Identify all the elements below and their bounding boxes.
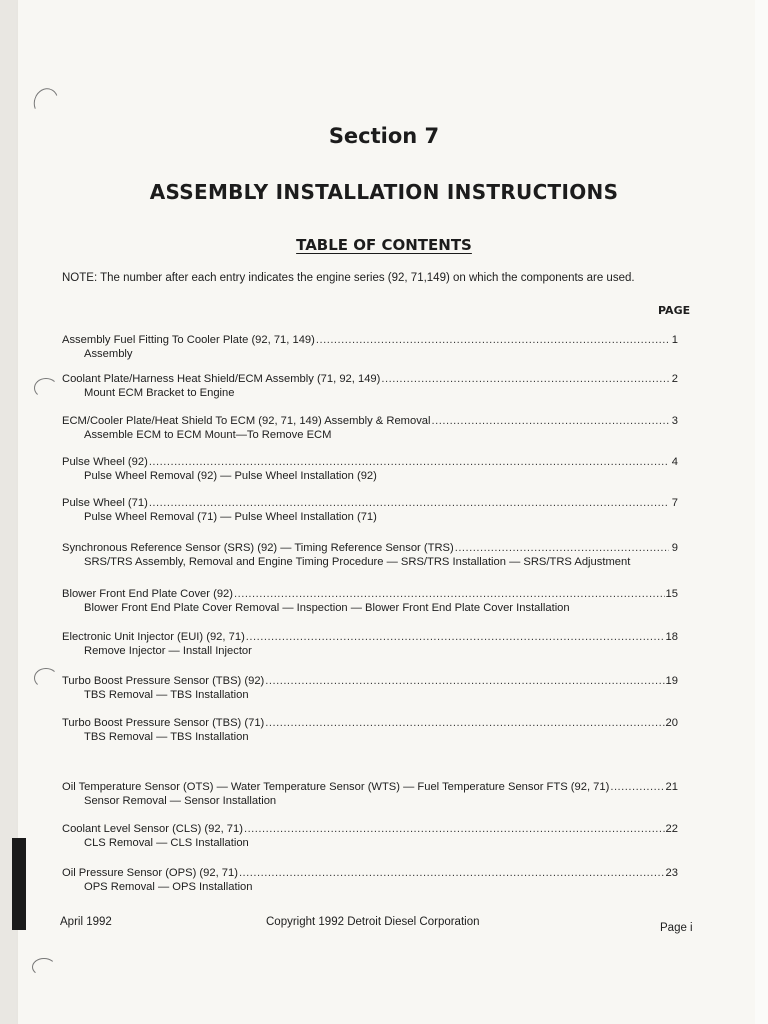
- leader-dots: [239, 866, 665, 880]
- toc-entry: [62, 780, 678, 808]
- toc-entry-title: Blower Front End Plate Cover (92): [62, 588, 233, 600]
- leader-dots: [432, 414, 669, 428]
- toc-entry: [62, 333, 678, 361]
- toc-entry-subtitle: SRS/TRS Assembly, Removal and Engine Timing Procedure — SRS/TRS Installation — SRS/TRS Adjustment: [84, 556, 631, 568]
- page-column-label: PAGE: [658, 304, 691, 317]
- toc-entry-page: 4: [671, 456, 678, 468]
- toc-entry: [62, 822, 678, 850]
- toc-entry-page: 3: [671, 415, 678, 427]
- leader-dots: [234, 587, 665, 601]
- toc-entry-page: 23: [665, 867, 678, 879]
- toc-entry-subtitle: Pulse Wheel Removal (92) — Pulse Wheel Installation (92): [84, 470, 377, 482]
- toc-entry: [62, 455, 678, 483]
- toc-entry: [62, 587, 678, 615]
- toc-entry-subtitle: Blower Front End Plate Cover Removal — Inspection — Blower Front End Plate Cover Installation: [84, 602, 570, 614]
- footer-date: April 1992: [60, 916, 112, 928]
- toc-entry: [62, 541, 678, 569]
- toc-entry-subtitle: Sensor Removal — Sensor Installation: [84, 795, 277, 807]
- leader-dots: [244, 822, 665, 836]
- toc-entry-title: Pulse Wheel (92): [62, 456, 148, 468]
- toc-entry-page: 1: [671, 334, 678, 346]
- toc-entry-subtitle: Mount ECM Bracket to Engine: [84, 387, 235, 399]
- footer-page-number: Page i: [660, 922, 693, 934]
- toc-entry-title: Electronic Unit Injector (EUI) (92, 71): [62, 631, 245, 643]
- punch-hole-mark: [32, 958, 56, 976]
- toc-entry-title: ECM/Cooler Plate/Heat Shield To ECM (92, 71, 149) Assembly & Removal: [62, 415, 431, 427]
- toc-entry-page: 9: [671, 542, 678, 554]
- toc-entry-subtitle: Assembly: [84, 348, 133, 360]
- toc-entry-page: 7: [671, 497, 678, 509]
- leader-dots: [149, 455, 669, 469]
- toc-entry-subtitle: TBS Removal — TBS Installation: [84, 689, 249, 701]
- toc-entry-title: Coolant Plate/Harness Heat Shield/ECM Assembly (71, 92, 149): [62, 373, 381, 385]
- toc-entry-subtitle: Pulse Wheel Removal (71) — Pulse Wheel Installation (71): [84, 511, 377, 523]
- toc-entry-title: Turbo Boost Pressure Sensor (TBS) (71): [62, 717, 265, 729]
- section-title: Section 7: [328, 124, 440, 148]
- document-title: ASSEMBLY INSTALLATION INSTRUCTIONS: [149, 180, 619, 204]
- leader-dots: [455, 541, 669, 555]
- punch-hole-mark: [34, 378, 58, 398]
- toc-entry-page: 18: [665, 631, 678, 643]
- leader-dots: [265, 674, 664, 688]
- note-text: NOTE: The number after each entry indicates the engine series (92, 71,149) on which the components are used.: [62, 272, 635, 284]
- toc-entry-page: 19: [665, 675, 678, 687]
- toc-entry: [62, 630, 678, 658]
- toc-entry-page: 20: [665, 717, 678, 729]
- toc-entry: [62, 674, 678, 702]
- toc-entry-title: Oil Temperature Sensor (OTS) — Water Temperature Sensor (WTS) — Fuel Temperature Sensor FTS (92, 71): [62, 781, 610, 793]
- toc-entry-title: Turbo Boost Pressure Sensor (TBS) (92): [62, 675, 265, 687]
- toc-entry-subtitle: Remove Injector — Install Injector: [84, 645, 252, 657]
- toc-entry: [62, 866, 678, 894]
- toc-entry-subtitle: CLS Removal — CLS Installation: [84, 837, 249, 849]
- toc-heading: TABLE OF CONTENTS: [296, 236, 472, 254]
- leader-dots: [149, 496, 669, 510]
- toc-entry: [62, 414, 678, 442]
- toc-entry-title: Oil Pressure Sensor (OPS) (92, 71): [62, 867, 238, 879]
- toc-entry-page: 15: [665, 588, 678, 600]
- punch-hole-mark: [34, 668, 58, 688]
- binding-tape: [12, 838, 26, 930]
- page-edge: [755, 0, 768, 1024]
- toc-entry-title: Pulse Wheel (71): [62, 497, 148, 509]
- footer-copyright: Copyright 1992 Detroit Diesel Corporation: [266, 916, 480, 928]
- toc-entry: [62, 716, 678, 744]
- toc-entry: [62, 496, 678, 524]
- leader-dots: [610, 780, 664, 794]
- toc-entry-page: 22: [665, 823, 678, 835]
- leader-dots: [246, 630, 665, 644]
- toc-entry-title: Assembly Fuel Fitting To Cooler Plate (92, 71, 149): [62, 334, 315, 346]
- toc-entry-subtitle: TBS Removal — TBS Installation: [84, 731, 249, 743]
- leader-dots: [381, 372, 669, 386]
- toc-entry-title: Coolant Level Sensor (CLS) (92, 71): [62, 823, 243, 835]
- leader-dots: [316, 333, 669, 347]
- toc-entry-page: 2: [671, 373, 678, 385]
- toc-entry-page: 21: [665, 781, 678, 793]
- toc-entry-title: Synchronous Reference Sensor (SRS) (92) — Timing Reference Sensor (TRS): [62, 542, 454, 554]
- toc-entry: [62, 372, 678, 400]
- toc-entry-subtitle: OPS Removal — OPS Installation: [84, 881, 253, 893]
- toc-entry-subtitle: Assemble ECM to ECM Mount—To Remove ECM: [84, 429, 332, 441]
- leader-dots: [265, 716, 664, 730]
